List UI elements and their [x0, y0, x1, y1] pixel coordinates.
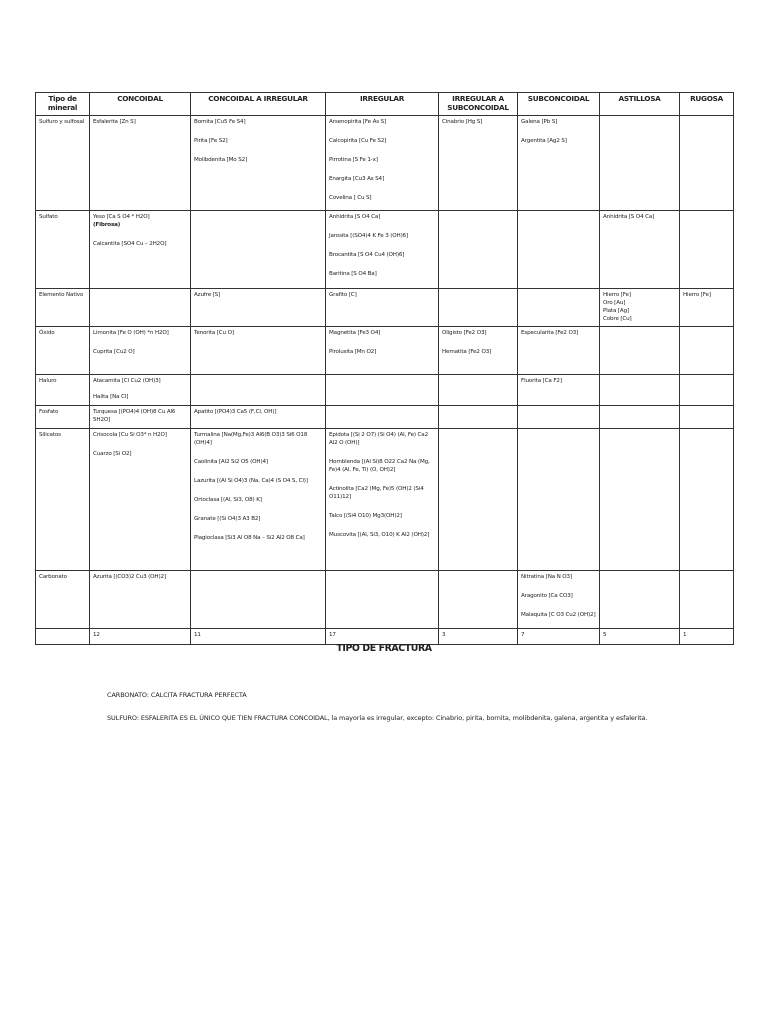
header-rugosa: RUGOSA: [680, 93, 734, 116]
table-cell: [680, 116, 734, 211]
mineral-note: (Fibrosa): [93, 222, 121, 228]
mineral-entry: Turquesa [(PO4)4 (OH)8 Cu Al6 5H2O]: [93, 409, 176, 423]
table-cell: [90, 289, 191, 327]
table-cell: [518, 406, 600, 429]
table-cell: [518, 211, 600, 289]
table-cell: [680, 375, 734, 406]
header-concoidal: CONCOIDAL: [90, 93, 191, 116]
table-cell: [90, 375, 191, 406]
table-cell: [90, 571, 191, 629]
table-cell: [600, 375, 680, 406]
row-label: Silicatos: [36, 429, 90, 571]
table-cell: [680, 571, 734, 629]
table-row: [36, 406, 734, 429]
table-cell: [191, 289, 326, 327]
table-cell: [191, 116, 326, 211]
mineral-entry: Calcopirita [Cu Fe S2]: [329, 138, 387, 144]
table-cell: [518, 429, 600, 571]
table-cell: [518, 116, 600, 211]
mineral-entry: Pirolusita [Mn O2]: [329, 349, 377, 355]
table-cell: [600, 327, 680, 375]
mineral-entry: Actinolita [Ca2 (Mg, Fe)5 (OH)2 (Si4 O11)12]: [329, 486, 424, 500]
table-cell: [680, 289, 734, 327]
mineral-entry: Hierro [Fe]: [603, 292, 631, 298]
carbonato-note: CARBONATO: CALCITA FRACTURA PERFECTA: [107, 691, 247, 699]
mineral-entry: Plagioclasa [Si3 Al O8 Na – Si2 Al2 O8 Ca]: [194, 535, 305, 541]
header-subconcoidal: SUBCONCOIDAL: [518, 93, 600, 116]
mineral-entry: Hornblenda [(Al Si)8 O22 Ca2 Na (Mg, Fe)4 (Al, Fe, Ti) (O, OH)2]: [329, 459, 430, 473]
table-cell: [191, 327, 326, 375]
table-cell: [518, 327, 600, 375]
mineral-entry: Yeso [Ca S O4 * H2O]: [93, 214, 150, 220]
mineral-entry: Cuprita [Cu2 O]: [93, 349, 135, 355]
table-cell: [600, 429, 680, 571]
table-cell: [680, 406, 734, 429]
mineral-entry: Magnetita [Fe3 O4]: [329, 330, 381, 336]
table-cell: [326, 327, 439, 375]
total-concoidal-irregular: 11: [191, 629, 326, 645]
table-cell: [90, 116, 191, 211]
mineral-entry: Turmalina [Na(Mg,Fe)3 Al6(B O3)3 Si6 O18 (OH)4]: [194, 432, 308, 446]
table-cell: [90, 327, 191, 375]
table-cell: [439, 429, 518, 571]
total-concoidal: 12: [90, 629, 191, 645]
mineral-entry: Malaquita [C O3 Cu2 (OH)2]: [521, 612, 596, 618]
mineral-entry: Arsenopirita [Fe As S]: [329, 119, 387, 125]
table-cell: [90, 429, 191, 571]
mineral-entry: Epidota [(Si 2 O7) (Si O4) (Al, Fe) Ca2 Al2 O (OH)]: [329, 432, 428, 446]
table-cell: [439, 211, 518, 289]
total-astillosa: 5: [600, 629, 680, 645]
mineral-entry: Muscovita [(Al, Si3, O10) K Al2 (OH)2]: [329, 532, 430, 538]
table-cell: [600, 116, 680, 211]
table-cell: [191, 211, 326, 289]
table-cell: [600, 289, 680, 327]
mineral-entry: Brocantita [S O4 Cu4 (OH)6]: [329, 252, 405, 258]
mineral-entry: Covelina [ Cu S]: [329, 195, 372, 201]
table-cell: [439, 116, 518, 211]
table-cell: [90, 211, 191, 289]
table-cell: [600, 211, 680, 289]
mineral-entry: Hematita [Fe2 O3]: [442, 349, 492, 355]
mineral-entry: Esfalerita [Zn S]: [93, 119, 136, 125]
total-irregular-subconcoidal: 3: [439, 629, 518, 645]
mineral-entry: Cinabrio [Hg S]: [442, 119, 483, 125]
table-cell: [518, 571, 600, 629]
mineral-entry: Especularita [Fe2 O3]: [521, 330, 579, 336]
total-irregular: 17: [326, 629, 439, 645]
table-cell: [600, 571, 680, 629]
table-cell: [191, 375, 326, 406]
fracture-table: [35, 92, 734, 645]
table-cell: [326, 375, 439, 406]
table-cell: [439, 289, 518, 327]
mineral-entry: Plata [Ag]: [603, 308, 629, 314]
mineral-entry: Pirrotina [S Fe 1-x]: [329, 157, 378, 163]
table-cell: [326, 116, 439, 211]
mineral-entry: Anhidrita [S O4 Ca]: [603, 214, 655, 220]
mineral-entry: Cobre [Cu]: [603, 316, 632, 322]
table-cell: [191, 571, 326, 629]
table-cell: [326, 289, 439, 327]
row-label: Carbonato: [36, 571, 90, 629]
table-cell: [90, 406, 191, 429]
mineral-entry: Azufre [S]: [194, 292, 221, 298]
row-label: Fosfato: [36, 406, 90, 429]
mineral-entry: Argentita [Ag2 S]: [521, 138, 567, 144]
header-irregular: IRREGULAR: [326, 93, 439, 116]
table-row: [36, 289, 734, 327]
mineral-entry: Granate [(Si O4)3 A3 B2]: [194, 516, 261, 522]
table-cell: [326, 571, 439, 629]
mineral-entry: Lazurita [(Al Si O4)3 (Na, Ca)4 (S O4 S, Cl)]: [194, 478, 308, 484]
total-subconcoidal: 7: [518, 629, 600, 645]
mineral-entry: Jarosita [(SO4)4 K Fe 3 (OH)6]: [329, 233, 409, 239]
table-cell: [191, 406, 326, 429]
table-cell: [326, 429, 439, 571]
total-rugosa: 1: [680, 629, 734, 645]
mineral-entry: Halita [Na Cl]: [93, 394, 129, 400]
mineral-entry: Grafito [C]: [329, 292, 357, 298]
mineral-entry: Pirita [Fe S2]: [194, 138, 228, 144]
row-label: Sulfuro y sulfosal: [36, 116, 90, 211]
mineral-entry: Azurita [(CO3)2 Cu3 (OH)2]: [93, 574, 166, 580]
table-cell: [326, 406, 439, 429]
mineral-entry: Bornita [Cu5 Fe S4]: [194, 119, 246, 125]
mineral-entry: Limonita [Fe O (OH) *n H2O]: [93, 330, 169, 336]
table-row: [36, 211, 734, 289]
header-astillosa: ASTILLOSA: [600, 93, 680, 116]
mineral-entry: Aragonito [Ca CO3]: [521, 593, 573, 599]
header-tipo: Tipo de mineral: [36, 93, 90, 116]
mineral-entry: Tenorita [Cu O]: [194, 330, 234, 336]
mineral-entry: Crisocola [Cu Si O3* n H2O]: [93, 432, 167, 438]
table-cell: [326, 211, 439, 289]
table-cell: [439, 406, 518, 429]
table-row: [36, 429, 734, 571]
mineral-entry: Molibdenita [Mo S2]: [194, 157, 248, 163]
mineral-entry: Baritina [S O4 Ba]: [329, 271, 377, 277]
table-cell: [680, 211, 734, 289]
table-cell: [439, 375, 518, 406]
mineral-entry: Ortoclasa [(Al, Si3, O8) K]: [194, 497, 262, 503]
table-cell: [680, 429, 734, 571]
sulfuro-note: SULFURO: ESFALERITA ES EL ÚNICO QUE TIEN FRACTURA CONCOIDAL, la mayoría es irregular, excepto: Cinabrio, pirita, bornita, molibdenita, galena, argentita y esfalerita.: [107, 714, 648, 722]
table-cell: [439, 571, 518, 629]
table-cell: [680, 327, 734, 375]
table-cell: [600, 406, 680, 429]
mineral-entry: Fluorita [Ca F2]: [521, 378, 562, 384]
mineral-entry: Hierro [Fe]: [683, 292, 711, 298]
table-cell: [518, 289, 600, 327]
header-irregular-subconcoidal: IRREGULAR A SUBCONCOIDAL: [439, 93, 518, 116]
header-row: [36, 93, 734, 116]
row-label: Elemento Nativo: [36, 289, 90, 327]
mineral-entry: Talco [(Si4 O10) Mg3(OH)2]: [329, 513, 402, 519]
table-row: [36, 116, 734, 211]
mineral-entry: Enargita [Cu3 As S4]: [329, 176, 384, 182]
row-label: Haluro: [36, 375, 90, 406]
mineral-entry: Galena [Pb S]: [521, 119, 558, 125]
row-label: Sulfato: [36, 211, 90, 289]
table-caption: TIPO DE FRACTURA: [336, 643, 432, 654]
row-label: Óxido: [36, 327, 90, 375]
table-cell: [439, 327, 518, 375]
mineral-entry: Nitratina [Na N O3]: [521, 574, 572, 580]
mineral-entry: Cuarzo [Si O2]: [93, 451, 132, 457]
header-concoidal-irregular: CONCOIDAL A IRREGULAR: [191, 93, 326, 116]
table-cell: [191, 429, 326, 571]
mineral-entry: Oligisto [Fe2 O3]: [442, 330, 487, 336]
table-row: [36, 327, 734, 375]
table-row: [36, 375, 734, 406]
table-cell: [518, 375, 600, 406]
mineral-entry: Atacamita [Cl Cu2 (OH)3]: [93, 378, 161, 384]
mineral-entry: Caolinita [Al2 Si2 O5 (OH)4]: [194, 459, 268, 465]
mineral-entry: Calcantita [SO4 Cu – 2H2O]: [93, 241, 167, 247]
table-row: [36, 571, 734, 629]
mineral-entry: Apatito [(PO4)3 Ca5 (F,Cl, OH)]: [194, 409, 277, 415]
mineral-entry: Oro [Au]: [603, 300, 626, 306]
mineral-entry: Anhidrita [S O4 Ca]: [329, 214, 381, 220]
